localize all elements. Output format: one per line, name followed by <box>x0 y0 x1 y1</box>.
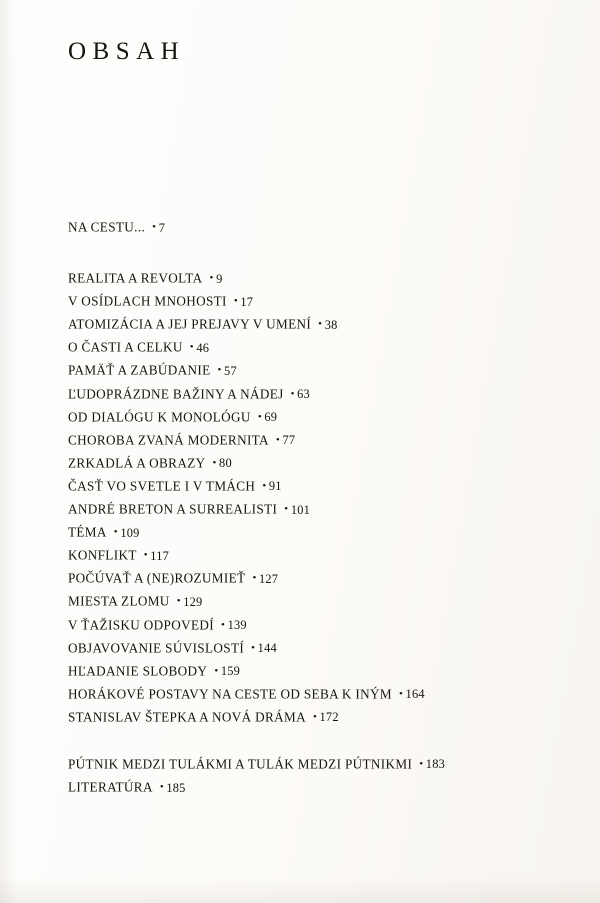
toc-entry-page <box>210 272 223 286</box>
toc-entry-label: ĽUDOPRÁZDNE BAŽINY A NÁDEJ <box>68 386 284 402</box>
toc-entry-label: POČÚVAŤ A (NE)ROZUMIEŤ <box>68 570 246 586</box>
toc-entry-page-number: 69 <box>264 410 278 425</box>
toc-entry-page <box>221 618 247 632</box>
bullet-icon: • <box>275 433 280 446</box>
toc-entry-page <box>262 479 281 493</box>
toc-entry-page-number: 117 <box>150 548 170 563</box>
toc-entry-page-number: 57 <box>224 363 237 378</box>
toc-entry-page <box>144 549 169 563</box>
toc-entry-label: HĽADANIE SLOBODY <box>68 663 208 679</box>
list-item[interactable] <box>68 216 560 239</box>
toc-entry-label: OBJAVOVANIE SÚVISLOSTÍ <box>68 640 245 656</box>
list-item[interactable] <box>68 567 560 590</box>
bullet-icon: • <box>419 757 424 770</box>
toc-entry-label: V OSÍDLACH MNOHOSTI <box>68 293 227 309</box>
bullet-icon: • <box>221 618 226 631</box>
toc-entry-page <box>258 410 277 424</box>
list-item[interactable] <box>68 637 560 660</box>
toc-entry-page <box>291 387 310 401</box>
list-item[interactable] <box>68 706 560 729</box>
toc-entry-page <box>234 295 253 309</box>
toc-entry-page-number: 185 <box>166 780 186 795</box>
list-item[interactable] <box>68 498 560 521</box>
list-item[interactable] <box>68 521 560 544</box>
bullet-icon: • <box>398 687 404 700</box>
list-item[interactable] <box>68 406 560 429</box>
toc-entry-page-number: 139 <box>227 618 247 632</box>
toc-entry-page <box>419 757 445 771</box>
spacer <box>68 239 560 267</box>
bullet-icon: • <box>189 341 194 354</box>
list-item[interactable] <box>68 313 560 336</box>
toc-entry-page <box>214 664 240 678</box>
bullet-icon: • <box>262 479 267 492</box>
page-title: OBSAH <box>68 38 186 65</box>
toc-entry-page <box>212 456 231 470</box>
bullet-icon: • <box>113 526 118 539</box>
toc-entry-label: ČASŤ VO SVETLE I V TMÁCH <box>68 478 256 494</box>
list-item[interactable] <box>68 683 560 706</box>
bullet-icon: • <box>217 364 222 377</box>
toc-group-intro <box>68 216 560 239</box>
toc-entry-page <box>190 341 209 355</box>
toc-group-chapters <box>68 267 560 729</box>
toc-entry-label: O ČASTI A CELKU <box>68 339 183 355</box>
toc-entry-label: HORÁKOVÉ POSTAVY NA CESTE OD SEBA K INÝM <box>68 686 392 702</box>
list-item[interactable] <box>68 359 560 382</box>
bullet-icon: • <box>252 572 257 585</box>
toc-entry-page-number: 129 <box>183 594 203 609</box>
page-content <box>68 0 560 903</box>
list-item[interactable] <box>68 383 560 406</box>
toc-entry-page <box>313 710 339 724</box>
toc-entry-page-number: 38 <box>324 317 338 332</box>
bullet-icon: • <box>257 410 262 423</box>
bullet-icon: • <box>290 387 295 400</box>
bullet-icon: • <box>212 456 217 469</box>
toc-entry-label: MIESTA ZLOMU <box>68 593 170 609</box>
bullet-icon: • <box>159 781 164 794</box>
list-item[interactable] <box>68 614 560 637</box>
toc-entry-page <box>160 781 186 795</box>
bullet-icon: • <box>209 272 214 285</box>
toc-entry-page-number: 183 <box>425 757 445 772</box>
toc-entry-page-number: 172 <box>319 710 339 725</box>
toc-entry-page-number: 9 <box>216 271 223 286</box>
bullet-icon: • <box>152 221 157 233</box>
bullet-icon: • <box>176 595 181 608</box>
toc-entry-page-number: 101 <box>290 502 310 517</box>
toc-entry-page-number: 7 <box>158 220 166 235</box>
list-item[interactable] <box>68 475 560 498</box>
toc-entry-page-number: 144 <box>257 641 277 656</box>
bullet-icon: • <box>233 295 238 308</box>
toc-entry-label: STANISLAV ŠTEPKA A NOVÁ DRÁMA <box>68 709 306 725</box>
toc-entry-page-number: 109 <box>120 525 140 540</box>
bullet-icon: • <box>214 664 219 677</box>
toc-entry-label: ANDRÉ BRETON A SURREALISTI <box>68 501 278 517</box>
list-item[interactable] <box>68 452 560 475</box>
toc-entry-page <box>217 364 236 378</box>
page-edge-shading-left <box>0 0 16 903</box>
list-item[interactable] <box>68 753 560 776</box>
list-item[interactable] <box>68 267 560 290</box>
toc-entry-page-number: 46 <box>196 340 210 355</box>
toc-entry-label: OD DIALÓGU K MONOLÓGU <box>68 409 251 425</box>
bullet-icon: • <box>284 503 289 516</box>
toc-group-back-matter <box>68 753 560 799</box>
toc-entry-label: ZRKADLÁ A OBRAZY <box>68 455 206 471</box>
toc-entry-page <box>276 433 295 447</box>
list-item[interactable] <box>68 429 560 452</box>
list-item[interactable] <box>68 590 560 613</box>
toc-entry-page-number: 63 <box>297 387 310 402</box>
list-item[interactable] <box>68 660 560 683</box>
toc-entry-page-number: 17 <box>240 294 254 309</box>
toc-entry-page-number: 164 <box>405 687 425 702</box>
toc-entry-page-number: 159 <box>220 664 241 679</box>
toc-entry-page <box>252 572 278 586</box>
toc-entry-label: TÉMA <box>68 524 107 540</box>
toc-entry-page <box>152 221 165 235</box>
toc-entry-label: REALITA A REVOLTA <box>68 270 203 286</box>
toc-entry-label: ATOMIZÁCIA A JEJ PREJAVY V UMENÍ <box>68 316 312 332</box>
toc-entry-page <box>318 318 337 332</box>
list-item[interactable] <box>68 544 560 567</box>
toc-entry-label: V ŤAŽISKU ODPOVEDÍ <box>68 617 214 632</box>
bullet-icon: • <box>318 318 323 331</box>
toc-entry-label: LITERATÚRA <box>68 779 153 795</box>
toc-entry-page <box>251 641 277 655</box>
toc-entry-page <box>177 595 203 609</box>
list-item[interactable] <box>68 776 560 799</box>
toc-entry-page-number: 91 <box>268 479 282 494</box>
toc-entry-page <box>284 503 310 517</box>
bullet-icon: • <box>312 710 318 723</box>
table-of-contents <box>68 216 560 799</box>
toc-entry-page-number: 80 <box>219 456 232 471</box>
bullet-icon: • <box>251 641 256 654</box>
toc-entry-page <box>399 687 425 701</box>
bullet-icon: • <box>143 549 148 562</box>
toc-entry-label: PAMÄŤ A ZABÚDANIE <box>68 362 211 378</box>
toc-entry-page-number: 77 <box>282 433 296 448</box>
toc-entry-label: CHOROBA ZVANÁ MODERNITA <box>68 432 269 448</box>
toc-entry-label: PÚTNIK MEDZI TULÁKMI A TULÁK MEDZI PÚTNIKMI <box>68 756 413 772</box>
list-item[interactable] <box>68 290 560 313</box>
toc-entry-page <box>114 526 140 540</box>
list-item[interactable] <box>68 336 560 359</box>
spacer <box>68 729 560 753</box>
toc-entry-label: KONFLIKT <box>68 547 137 563</box>
toc-entry-page-number: 127 <box>259 571 279 586</box>
toc-entry-label: NA CESTU... <box>68 219 146 235</box>
